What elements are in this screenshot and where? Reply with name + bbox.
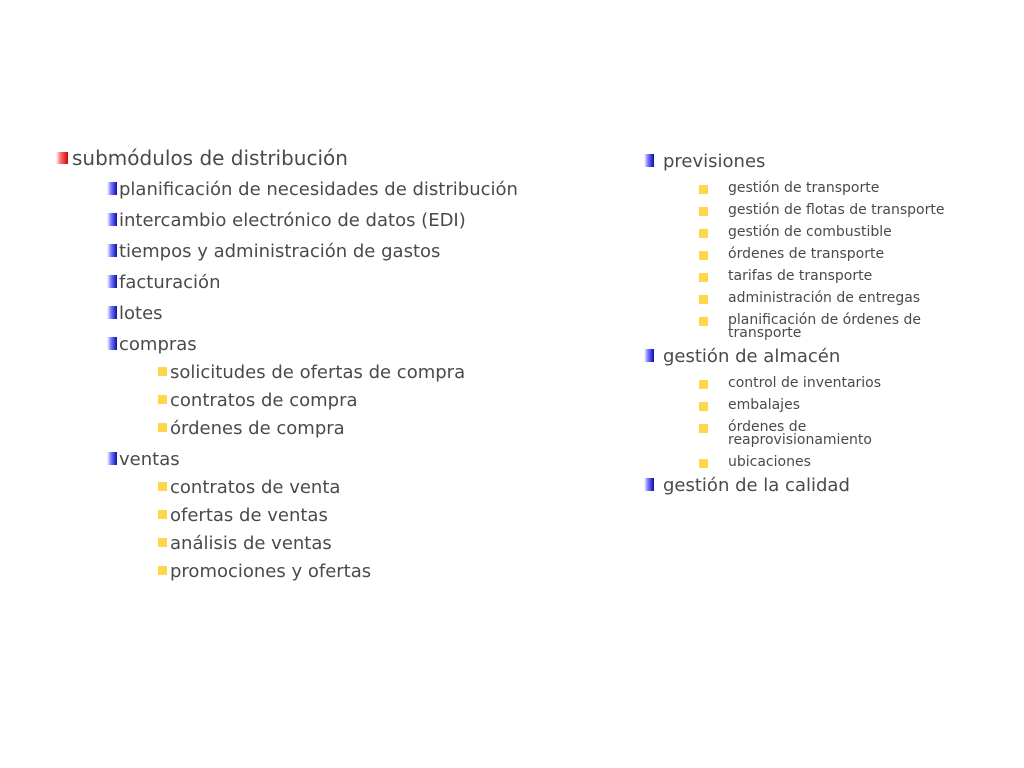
section-item: [644, 182, 1014, 195]
outline-item-tiempos: [107, 241, 556, 263]
right-outline: [644, 151, 1014, 499]
outline-subitem: [158, 362, 556, 384]
blue-bullet-icon: [644, 349, 654, 362]
yellow-bullet-icon: [158, 482, 167, 491]
outline-subitem: [158, 533, 556, 555]
section-item-label: gestión de flotas de transporte: [728, 202, 945, 218]
outline-title: [56, 146, 556, 170]
section-heading: [644, 346, 1014, 368]
blue-bullet-icon: [107, 244, 117, 257]
section-item: [644, 292, 1014, 305]
section-item-label: órdenes de transporte: [728, 246, 885, 262]
outline-title-text: submódulos de distribución: [72, 146, 348, 170]
section-item: [644, 421, 908, 447]
blue-bullet-icon: [107, 306, 117, 319]
section-item-label: órdenes de reaprovisionamiento: [728, 419, 872, 448]
yellow-bullet-icon: [699, 317, 708, 326]
outline-subitem-label: contratos de venta: [170, 477, 341, 498]
section-heading: [644, 475, 1014, 497]
yellow-bullet-icon: [699, 185, 708, 194]
section-heading-text: gestión de la calidad: [663, 475, 850, 496]
outline-item-label: lotes: [119, 303, 163, 324]
outline-item-label: intercambio electrónico de datos (EDI): [119, 210, 466, 231]
section-heading-text: gestión de almacén: [663, 346, 841, 367]
section-item: [644, 399, 1014, 412]
section-heading: [644, 151, 1014, 173]
outline-item-label: facturación: [119, 272, 221, 293]
yellow-bullet-icon: [158, 566, 167, 575]
yellow-bullet-icon: [699, 207, 708, 216]
yellow-bullet-icon: [699, 295, 708, 304]
yellow-bullet-icon: [158, 538, 167, 547]
section-item: [644, 226, 1014, 239]
outline-item-facturacion: [107, 272, 556, 294]
section-item-label: planificación de órdenes de transporte: [728, 312, 921, 341]
outline-subitem: [158, 418, 556, 440]
blue-bullet-icon: [107, 275, 117, 288]
blue-bullet-icon: [107, 182, 117, 195]
yellow-bullet-icon: [158, 367, 167, 376]
outline-subitem-label: análisis de ventas: [170, 533, 332, 554]
outline-section-previsiones: [644, 151, 1014, 340]
blue-bullet-icon: [644, 154, 654, 167]
section-item: [644, 456, 1014, 469]
outline-item-label: planificación de necesidades de distribución: [119, 179, 518, 200]
yellow-bullet-icon: [699, 251, 708, 260]
section-heading-text: previsiones: [663, 151, 766, 172]
outline-item-planificacion: [107, 179, 556, 201]
blue-bullet-icon: [107, 337, 117, 350]
outline-subitem-label: contratos de compra: [170, 390, 358, 411]
outline-item-label: compras: [119, 334, 197, 355]
blue-bullet-icon: [644, 478, 654, 491]
section-item-label: gestión de transporte: [728, 180, 880, 196]
yellow-bullet-icon: [699, 380, 708, 389]
left-outline: [56, 146, 556, 583]
section-item-label: tarifas de transporte: [728, 268, 873, 284]
outline-subitem-label: órdenes de compra: [170, 418, 345, 439]
yellow-bullet-icon: [699, 402, 708, 411]
section-item-label: ubicaciones: [728, 454, 811, 470]
outline-subitem-label: ofertas de ventas: [170, 505, 328, 526]
outline-section-calidad: [644, 475, 1014, 497]
yellow-bullet-icon: [699, 273, 708, 282]
outline-subitem: [158, 390, 556, 412]
outline-subitem: [158, 477, 556, 499]
outline-item-lotes: [107, 303, 556, 325]
section-item-label: control de inventarios: [728, 375, 882, 391]
yellow-bullet-icon: [158, 423, 167, 432]
outline-item-edi: [107, 210, 556, 232]
outline-section-almacen: [644, 346, 1014, 469]
section-item-label: embalajes: [728, 397, 800, 413]
section-item-label: administración de entregas: [728, 290, 921, 306]
outline-subitem-label: solicitudes de ofertas de compra: [170, 362, 466, 383]
outline-subitem-label: promociones y ofertas: [170, 561, 372, 582]
outline-subitem: [158, 505, 556, 527]
yellow-bullet-icon: [699, 229, 708, 238]
yellow-bullet-icon: [699, 424, 708, 433]
section-item: [644, 204, 1014, 217]
section-item: [644, 270, 1014, 283]
blue-bullet-icon: [107, 213, 117, 226]
outline-subitem: [158, 561, 556, 583]
outline-item-ventas: [107, 449, 556, 583]
blue-bullet-icon: [107, 452, 117, 465]
yellow-bullet-icon: [699, 459, 708, 468]
outline-item-compras: [107, 334, 556, 440]
outline-item-label: ventas: [119, 449, 180, 470]
red-bullet-icon: [56, 152, 68, 164]
section-item: [644, 377, 1014, 390]
section-item: [644, 248, 1014, 261]
section-item: [644, 314, 948, 340]
section-item-label: gestión de combustible: [728, 224, 892, 240]
outline-item-label: tiempos y administración de gastos: [119, 241, 441, 262]
yellow-bullet-icon: [158, 395, 167, 404]
yellow-bullet-icon: [158, 510, 167, 519]
